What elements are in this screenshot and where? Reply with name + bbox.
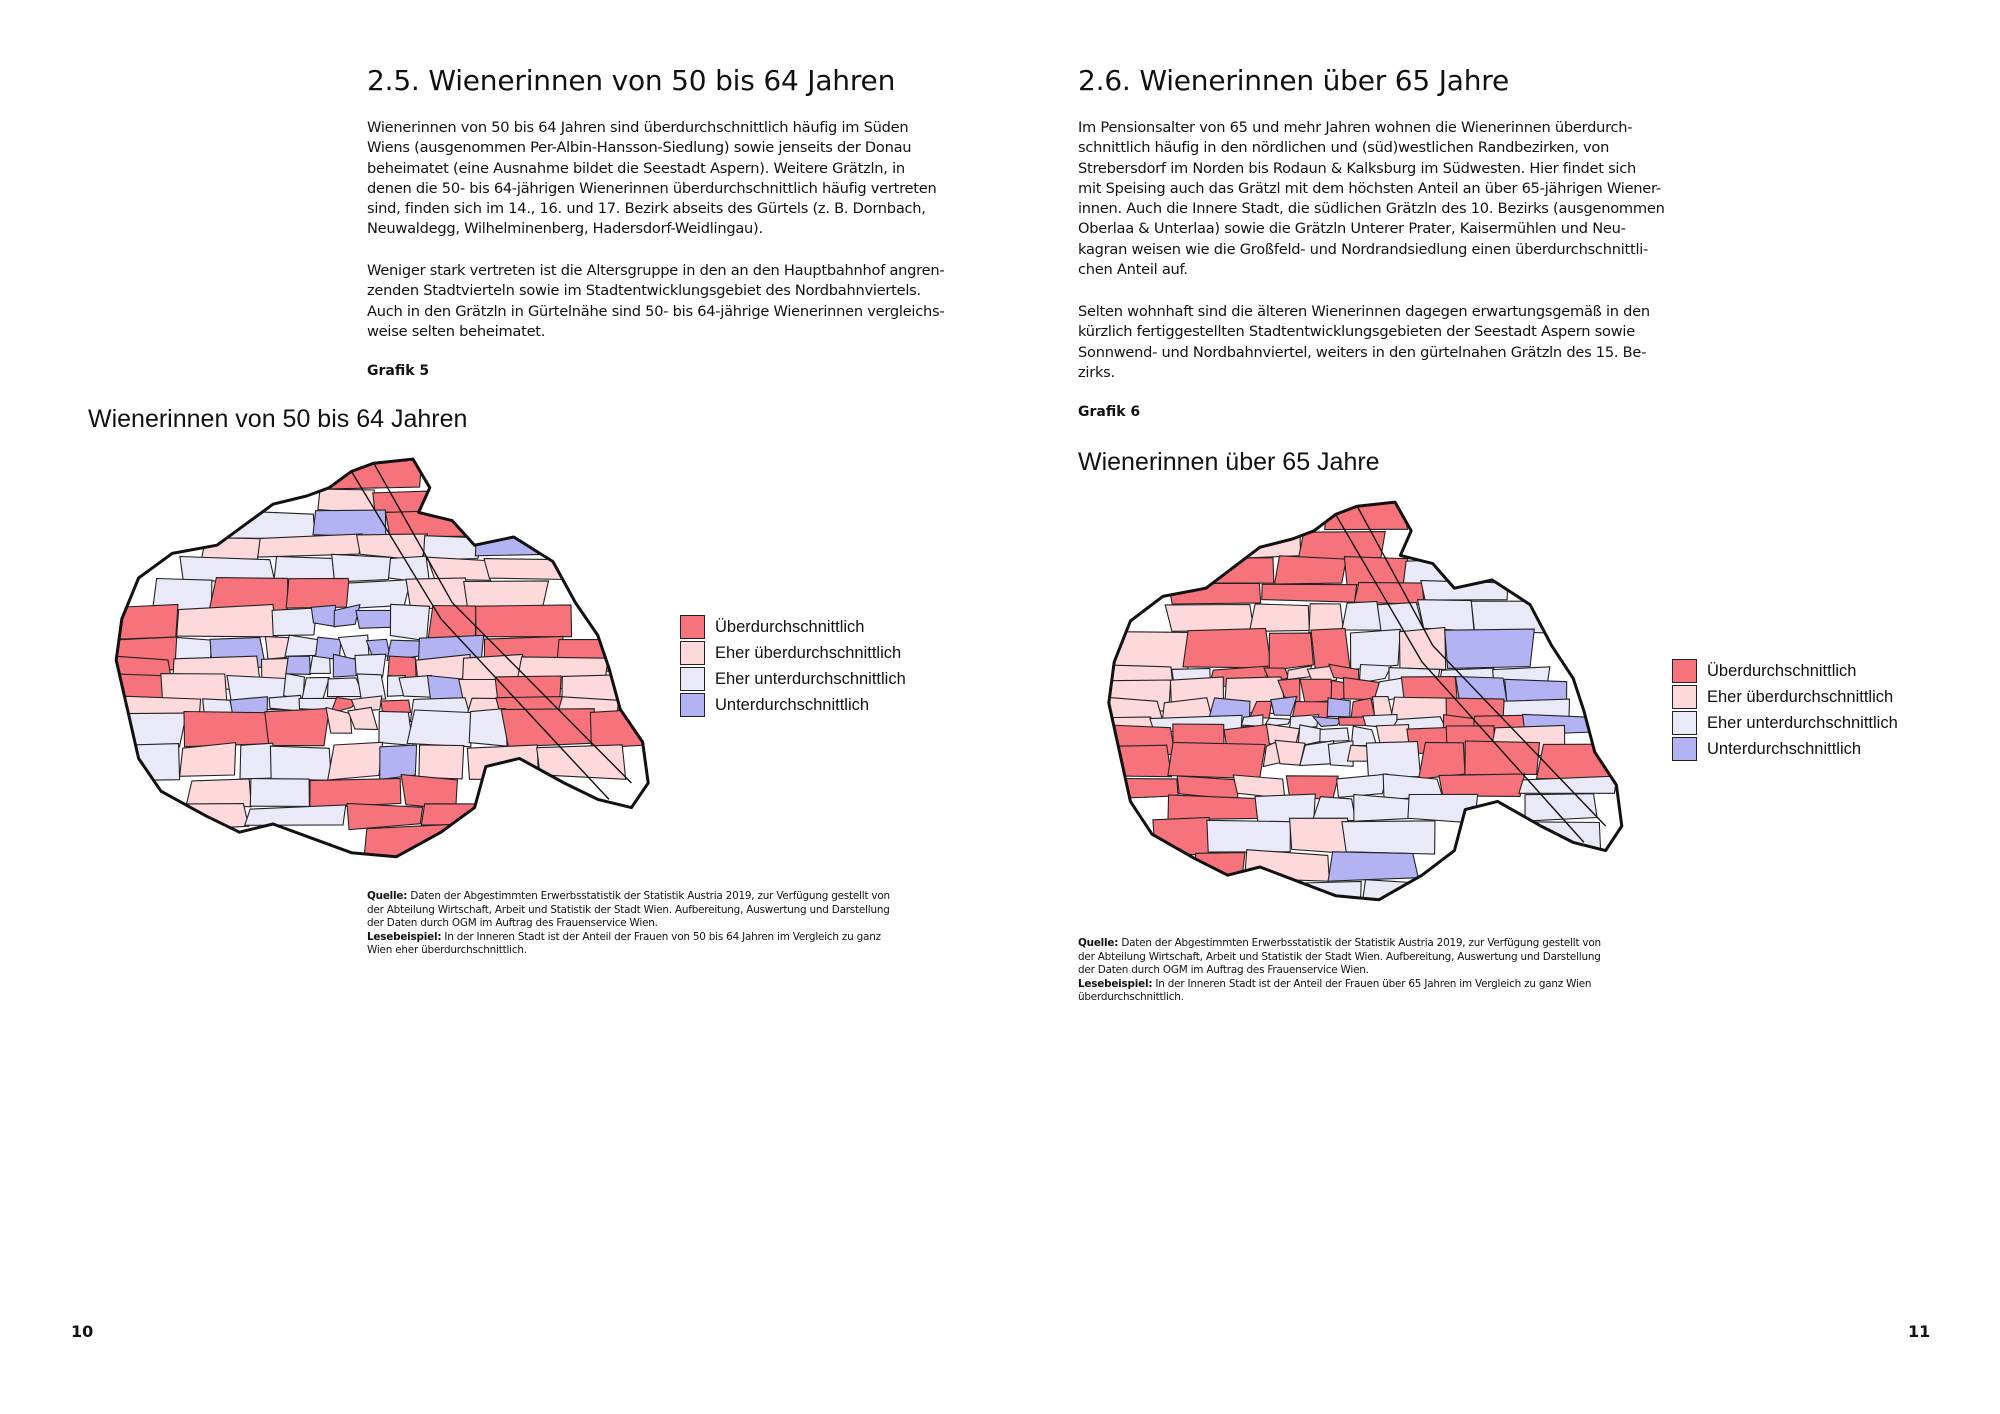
- district-cell: [1351, 629, 1401, 669]
- district-cell: [250, 779, 309, 807]
- district-cell: [1445, 629, 1535, 668]
- page-number: 10: [71, 1322, 94, 1341]
- district-cell: [1320, 728, 1349, 742]
- district-cell: [258, 534, 362, 557]
- legend-item-above-average: [1672, 658, 1898, 684]
- district-cell: [222, 510, 315, 539]
- district-cell: [1471, 601, 1562, 633]
- legend-label: Unterdurchschnittlich: [1707, 739, 1862, 758]
- text-line: Auch in den Grätzln in Gürtelnähe sind 50- bis 64-jährige Wienerinnen vergleichs-: [367, 302, 945, 320]
- text-line: sind, finden sich im 14., 16. und 17. Bezirk abseits des Gürtels (z. B. Dornbach,: [367, 200, 926, 218]
- text-line: Strebersdorf im Norden bis Rodaun & Kalksburg im Südwesten. Hier findet sich: [1078, 159, 1637, 177]
- district-cell: [1168, 795, 1260, 820]
- district-cell: [1269, 633, 1313, 670]
- source-text: der Abteilung Wirtschaft, Arbeit und Statistik der Stadt Wien. Aufbereitung, Auswertung und Darstellung: [1078, 950, 1601, 963]
- text-line: Wiens (ausgenommen Per-Albin-Hansson-Siedlung) sowie jenseits der Donau: [367, 139, 912, 157]
- example-label: Lesebeispiel:: [1078, 977, 1153, 990]
- district-cell: [1193, 853, 1245, 883]
- legend-label: Eher überdurchschnittlich: [715, 643, 902, 662]
- text-line: chen Anteil auf.: [1078, 261, 1188, 279]
- legend-item-rather-below-average: [1672, 710, 1898, 736]
- district-cell: [419, 745, 464, 779]
- district-cell: [390, 604, 429, 641]
- district-cell: [1095, 632, 1189, 671]
- district-cell: [1342, 601, 1382, 630]
- text-line: Sonnwend- und Nordbahnviertel, weiters in den gürtelnahen Grätzln des 15. Be-: [1078, 343, 1647, 361]
- text-line: Weniger stark vertreten ist die Altersgruppe in den an den Hauptbahnhof angren-: [367, 262, 945, 279]
- district-cell: [348, 707, 378, 729]
- text-line: Im Pensionsalter von 65 und mehr Jahren wohnen die Wienerinnen überdurch-: [1078, 119, 1633, 136]
- district-cell: [310, 656, 331, 673]
- district-cell: [1354, 795, 1413, 822]
- source-note: [367, 890, 890, 958]
- district-cell: [1337, 774, 1388, 797]
- district-cell: [265, 708, 330, 745]
- district-cell: [1327, 698, 1350, 717]
- district-cell: [270, 746, 331, 780]
- district-cell: [245, 805, 346, 825]
- district-cell: [476, 605, 572, 637]
- legend-label: Überdurchschnittlich: [715, 617, 865, 636]
- source-text: der Abteilung Wirtschaft, Arbeit und Statistik der Stadt Wien. Aufbereitung, Auswertung und Darstellung: [367, 903, 890, 916]
- district-cell: [1168, 742, 1265, 778]
- district-cell: [1328, 852, 1418, 881]
- source-text: Daten der Abgestimmten Erwerbsstatistik der Statistik Austria 2019, zur Verfügung gestellt von: [410, 890, 890, 902]
- district-cell: [1303, 881, 1361, 903]
- legend-label: Unterdurchschnittlich: [715, 695, 870, 714]
- district-cell: [406, 578, 471, 609]
- district-cell: [1418, 600, 1474, 631]
- district-cell: [501, 709, 595, 747]
- example-label: Lesebeispiel:: [367, 930, 442, 943]
- district-cell: [1207, 820, 1291, 852]
- district-cell: [469, 709, 507, 747]
- district-cell: [1519, 776, 1617, 793]
- district-cell: [356, 610, 393, 628]
- section-heading: 2.5. Wienerinnen von 50 bis 64 Jahren: [367, 64, 896, 97]
- text-line: innen. Auch die Innere Stadt, die südlichen Grätzln des 10. Bezirks (ausgenommen: [1078, 200, 1665, 218]
- district-cell: [1195, 558, 1274, 583]
- map-title: Wienerinnen über 65 Jahre: [1078, 448, 1380, 476]
- example-text: überdurchschnittlich.: [1078, 991, 1184, 1004]
- legend-item-rather-below-average: [680, 666, 906, 692]
- district-cell: [105, 605, 178, 640]
- text-line: Neuwaldegg, Wilhelminenberg, Hadersdorf-Weidlingau).: [367, 220, 763, 238]
- district-cell: [313, 510, 386, 538]
- district-cell: [1421, 581, 1508, 600]
- district-cell: [407, 710, 472, 747]
- text-line: Wienerinnen von 50 bis 64 Jahren sind überdurchschnittlich häufig im Süden: [367, 119, 909, 136]
- example-text: In der Inneren Stadt ist der Anteil der Frauen von 50 bis 64 Jahren im Vergleich zu ganz: [444, 930, 881, 943]
- district-cell: [285, 635, 319, 656]
- district-cell: [1354, 582, 1424, 604]
- choropleth-map-vienna: [105, 455, 665, 865]
- district-cell: [1298, 532, 1385, 561]
- district-cell: [1242, 715, 1263, 727]
- district-cell: [101, 713, 187, 748]
- district-cell: [1537, 744, 1635, 780]
- legend-label: Eher überdurchschnittlich: [1707, 687, 1894, 706]
- text-line: schnittlich häufig in den nördlichen und (süd)westlichen Randbezirken, von: [1078, 139, 1610, 157]
- district-cell: [177, 605, 277, 637]
- district-cell: [286, 656, 311, 674]
- district-cell: [421, 804, 476, 825]
- paragraph-1: [1078, 118, 1665, 280]
- district-cell: [1153, 817, 1213, 855]
- text-line: kagran weisen wie die Großfeld- und Nordrandsiedlung einen überdurchschnittli-: [1078, 240, 1649, 258]
- district-cell: [286, 578, 351, 608]
- legend-swatch: [1672, 737, 1697, 761]
- text-line: Oberlaa & Unterlaa) sowie die Grätzln Unterer Prater, Kaisermühlen und Neu-: [1078, 220, 1626, 238]
- district-cell: [427, 557, 490, 580]
- text-line: denen die 50- bis 64-jährigen Wienerinnen überdurchschnittlich häufig vertreten: [367, 179, 937, 197]
- district-cell: [311, 605, 335, 626]
- district-cell: [328, 742, 383, 780]
- district-cell: [1344, 557, 1408, 586]
- paragraph-2: [1078, 302, 1650, 383]
- legend-label: Eher unterdurchschnittlich: [1707, 713, 1898, 732]
- district-cell: [269, 695, 302, 711]
- legend-swatch: [680, 615, 705, 639]
- district-cell: [1096, 778, 1178, 799]
- district-cell: [366, 639, 390, 656]
- source-text: der Daten durch OGM im Auftrag des Frauenservice Wien.: [367, 917, 658, 930]
- legend-swatch: [1672, 659, 1697, 683]
- paragraph-2: [367, 261, 944, 342]
- district-cell: [1342, 821, 1435, 854]
- district-cell: [590, 708, 670, 749]
- right-page: [1000, 0, 2000, 1414]
- legend-swatch: [680, 641, 705, 665]
- choropleth-map-vienna: [1098, 498, 1638, 908]
- district-cell: [1419, 742, 1465, 779]
- section-heading: 2.6. Wienerinnen über 65 Jahre: [1078, 64, 1510, 97]
- legend-swatch: [680, 693, 705, 717]
- district-cell: [347, 803, 423, 829]
- text-line: mit Speising auch das Grätzl mit dem höchsten Anteil an über 65-jährigen Wiener-: [1078, 179, 1661, 197]
- example-text: Wien eher überdurchschnittlich.: [367, 944, 527, 957]
- district-cell: [399, 676, 431, 698]
- district-cell: [1097, 745, 1172, 777]
- district-cell: [302, 677, 330, 700]
- district-cell: [423, 536, 482, 560]
- district-cell: [332, 554, 392, 582]
- legend-swatch: [1672, 711, 1697, 735]
- district-cell: [1311, 628, 1350, 669]
- text-line: zenden Stadtvierteln sowie im Stadtentwicklungsgebiet des Nordbahnviertels.: [367, 282, 921, 300]
- legend-item-rather-above-average: [680, 640, 906, 666]
- district-cell: [184, 712, 271, 747]
- map-legend: [680, 614, 906, 718]
- district-cell: [272, 608, 316, 636]
- legend-swatch: [1672, 685, 1697, 709]
- legend-item-above-average: [680, 614, 906, 640]
- map-title: Wienerinnen von 50 bis 64 Jahren: [88, 405, 468, 433]
- district-cell: [1313, 797, 1356, 821]
- district-cell: [1366, 742, 1420, 777]
- example-text: In der Inneren Stadt ist der Anteil der Frauen über 65 Jahren im Vergleich zu ganz Wien: [1155, 977, 1592, 990]
- text-line: Selten wohnhaft sind die älteren Wienerinnen dagegen erwartungsgemäß in den: [1078, 303, 1650, 320]
- source-label: Quelle:: [1078, 937, 1119, 949]
- district-cell: [334, 605, 360, 627]
- text-line: beheimatet (eine Ausnahme bildet die Seestadt Aspern). Weitere Grätzln, in: [367, 159, 905, 177]
- district-cell: [1439, 774, 1525, 797]
- text-line: weise selten beheimatet.: [367, 322, 546, 340]
- district-cell: [1250, 604, 1310, 632]
- source-text: der Daten durch OGM im Auftrag des Frauenservice Wien.: [1078, 964, 1369, 977]
- district-cell: [1165, 605, 1254, 632]
- source-text: Daten der Abgestimmten Erwerbsstatistik der Statistik Austria 2019, zur Verfügung gestellt von: [1121, 937, 1601, 949]
- legend-item-below-average: [680, 692, 906, 718]
- district-cell: [187, 779, 252, 807]
- district-cell: [1262, 584, 1357, 602]
- source-label: Quelle:: [367, 890, 408, 902]
- text-line: zirks.: [1078, 363, 1115, 381]
- district-cell: [1183, 629, 1271, 668]
- district-cell: [1233, 775, 1285, 798]
- figure-label: Grafik 5: [367, 363, 430, 379]
- district-cell: [380, 745, 417, 779]
- map-legend: [1672, 658, 1898, 762]
- source-note: [1078, 937, 1601, 1005]
- legend-swatch: [680, 667, 705, 691]
- legend-item-rather-above-average: [1672, 684, 1898, 710]
- district-cell: [1290, 818, 1349, 853]
- legend-label: Eher unterdurchschnittlich: [715, 669, 906, 688]
- district-cell: [464, 581, 549, 608]
- district-cell: [180, 743, 236, 777]
- figure-label: Grafik 6: [1078, 404, 1141, 420]
- page-number: 11: [1908, 1322, 1931, 1341]
- district-cell: [1275, 556, 1347, 584]
- paragraph-1: [367, 118, 936, 240]
- legend-label: Überdurchschnittlich: [1707, 661, 1857, 680]
- legend-item-below-average: [1672, 736, 1898, 762]
- text-line: kürzlich fertiggestellten Stadtentwicklungsgebieten der Seestadt Aspern sowie: [1078, 323, 1635, 341]
- district-cell: [386, 509, 490, 537]
- district-cells: [1095, 495, 1634, 903]
